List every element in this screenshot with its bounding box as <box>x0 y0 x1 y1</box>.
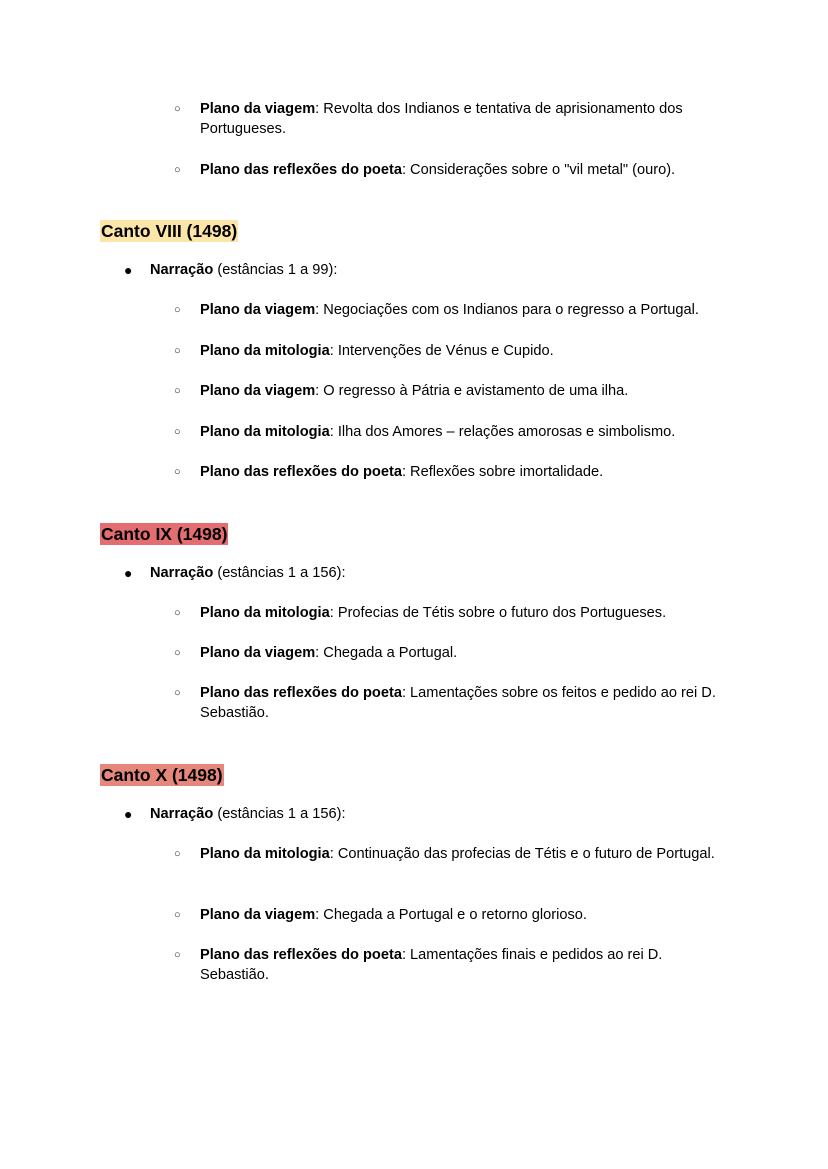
item-label: Plano da viagem <box>200 383 316 399</box>
list-item <box>174 683 734 723</box>
hollow-bullet-icon: ○ <box>174 345 181 357</box>
canto-viii-heading: Canto VIII (1498) <box>101 221 238 241</box>
narration-label: Narração <box>150 806 214 822</box>
list-item <box>174 341 734 361</box>
narration-item <box>124 804 346 824</box>
item-label: Plano das reflexões do poeta <box>200 464 402 480</box>
item-text: : Reflexões sobre imortalidade. <box>401 464 604 480</box>
item-text: : Lamentações sobre os feitos e pedido ao rei D. Sebastião. <box>200 685 716 721</box>
list-item <box>174 905 734 925</box>
item-label: Plano da mitologia <box>200 605 330 621</box>
item-label: Plano da viagem <box>200 907 316 923</box>
item-label: Plano da viagem <box>200 645 316 661</box>
item-text: : Continuação das profecias de Tétis e o futuro de Portugal. <box>329 846 715 862</box>
item-text: : Lamentações finais e pedidos ao rei D. Sebastião. <box>200 947 663 983</box>
filled-bullet-icon: ● <box>124 565 133 581</box>
item-label: Plano da mitologia <box>200 343 330 359</box>
list-item <box>174 99 734 139</box>
narration-text: (estâncias 1 a 156): <box>213 565 346 581</box>
canto-x-heading: Canto X (1498) <box>101 765 223 785</box>
list-item <box>174 300 734 320</box>
item-label: Plano da mitologia <box>200 846 330 862</box>
hollow-bullet-icon: ○ <box>174 687 181 699</box>
narration-item <box>124 563 346 583</box>
list-item <box>174 603 734 623</box>
list-item <box>174 844 734 864</box>
item-text: : Ilha dos Amores – relações amorosas e simbolismo. <box>329 424 676 440</box>
item-text: : Intervenções de Vénus e Cupido. <box>329 343 554 359</box>
list-item <box>174 160 734 180</box>
item-label: Plano das reflexões do poeta <box>200 947 402 963</box>
canto-ix-heading: Canto IX (1498) <box>101 524 228 544</box>
hollow-bullet-icon: ○ <box>174 164 181 176</box>
filled-bullet-icon: ● <box>124 262 133 278</box>
hollow-bullet-icon: ○ <box>174 848 181 860</box>
narration-label: Narração <box>150 262 214 278</box>
list-item <box>174 381 734 401</box>
narration-text: (estâncias 1 a 99): <box>213 262 338 278</box>
narration-item <box>124 260 337 280</box>
hollow-bullet-icon: ○ <box>174 607 181 619</box>
list-item <box>174 422 734 442</box>
item-label: Plano das reflexões do poeta <box>200 162 402 178</box>
list-item <box>174 462 734 482</box>
hollow-bullet-icon: ○ <box>174 466 181 478</box>
item-text: : Chegada a Portugal e o retorno glorioso. <box>315 907 587 923</box>
hollow-bullet-icon: ○ <box>174 426 181 438</box>
item-label: Plano da mitologia <box>200 424 330 440</box>
item-text: : Profecias de Tétis sobre o futuro dos Portugueses. <box>329 605 667 621</box>
hollow-bullet-icon: ○ <box>174 103 181 115</box>
hollow-bullet-icon: ○ <box>174 909 181 921</box>
hollow-bullet-icon: ○ <box>174 949 181 961</box>
list-item <box>174 945 734 985</box>
item-label: Plano da viagem <box>200 302 316 318</box>
hollow-bullet-icon: ○ <box>174 647 181 659</box>
item-text: : Chegada a Portugal. <box>315 645 458 661</box>
item-label: Plano das reflexões do poeta <box>200 685 402 701</box>
hollow-bullet-icon: ○ <box>174 385 181 397</box>
narration-label: Narração <box>150 565 214 581</box>
list-item <box>174 643 734 663</box>
narration-text: (estâncias 1 a 156): <box>213 806 346 822</box>
item-label: Plano da viagem <box>200 101 316 117</box>
filled-bullet-icon: ● <box>124 806 133 822</box>
item-text: : O regresso à Pátria e avistamento de uma ilha. <box>315 383 629 399</box>
hollow-bullet-icon: ○ <box>174 304 181 316</box>
item-text: : Considerações sobre o "vil metal" (ouro). <box>401 162 676 178</box>
item-text: : Negociações com os Indianos para o regresso a Portugal. <box>315 302 699 318</box>
item-text: : Revolta dos Indianos e tentativa de aprisionamento dos Portugueses. <box>200 101 683 137</box>
